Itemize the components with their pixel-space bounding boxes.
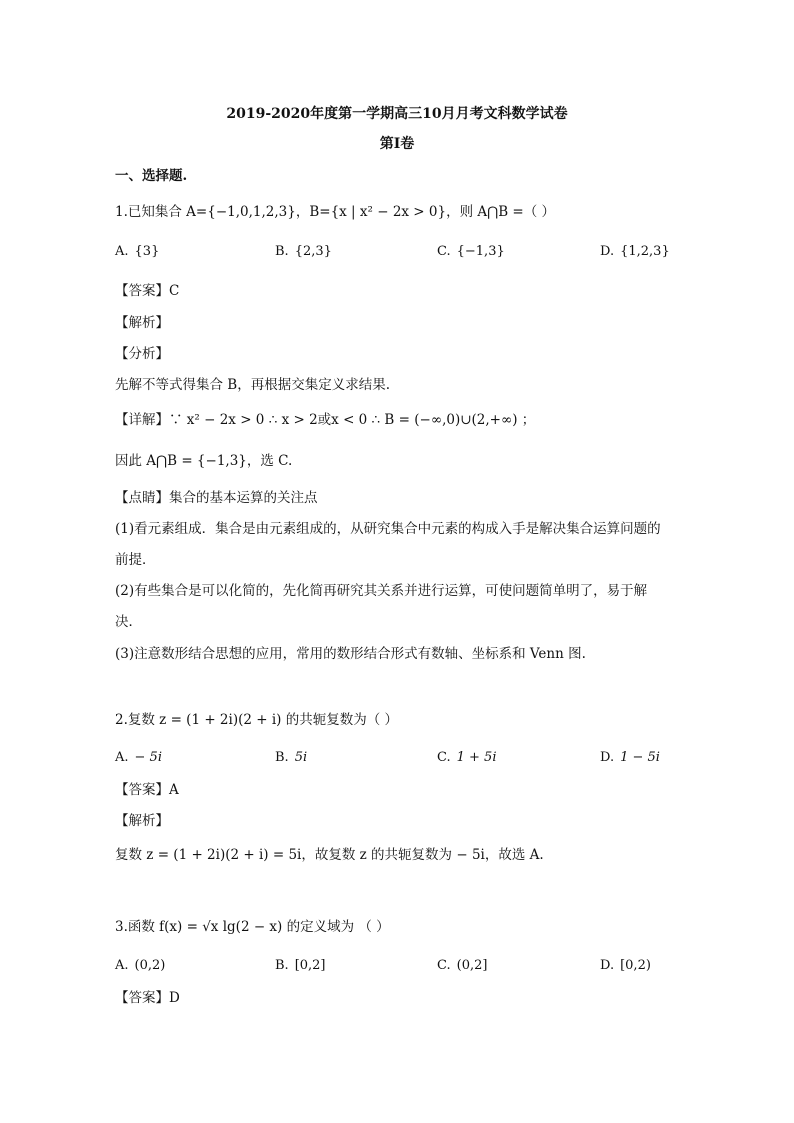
option-text: (0,2]: [456, 958, 488, 973]
q1-fenxi-tag: 【分析】: [115, 346, 169, 362]
q2-analysis-tag: 【解析】: [115, 813, 169, 829]
q2-option-c: [437, 750, 496, 765]
option-text: {3}: [134, 244, 160, 259]
volume-title: 第Ⅰ卷: [379, 136, 415, 152]
option-text: (0,2): [134, 958, 166, 973]
q1-fenxi-text: 先解不等式得集合 B，再根据交集定义求结果.: [115, 377, 391, 393]
option-label: D.: [600, 244, 615, 259]
option-text: 1 − 5i: [620, 750, 660, 765]
section-heading: 一、选择题.: [115, 168, 188, 184]
q2-analysis-text: 复数 z = (1 + 2i)(2 + i) = 5i，故复数 z 的共轭复数为 − 5i，故选 A.: [115, 847, 544, 863]
option-label: C.: [437, 958, 451, 973]
option-text: {−1,3}: [456, 244, 505, 259]
q1-note-tag: 【点睛】集合的基本运算的关注点: [115, 490, 318, 506]
option-label: D.: [600, 750, 615, 765]
option-label: B.: [275, 750, 289, 765]
option-label: D.: [600, 958, 615, 973]
q1-note-1a: (1)看元素组成．集合是由元素组成的，从研究集合中元素的构成入手是解决集合运算问题的: [115, 521, 661, 537]
q2-answer: 【答案】A: [115, 782, 179, 798]
q1-option-d: [600, 244, 670, 259]
option-label: B.: [275, 958, 289, 973]
exam-title: 2019-2020年度第一学期高三10月月考文科数学试卷: [226, 106, 568, 122]
q1-note-2b: 决．: [115, 614, 142, 630]
q1-answer: 【答案】C: [115, 283, 180, 299]
option-label: B.: [275, 244, 289, 259]
option-text: 1 + 5i: [456, 750, 497, 765]
question-1-stem: 1.已知集合 A={−1,0,1,2,3}，B={x | x² − 2x > 0}，则 A⋂B =（ ）: [115, 204, 556, 220]
q1-analysis-tag: 【解析】: [115, 315, 169, 331]
q2-option-b: [275, 750, 307, 765]
option-text: [0,2): [620, 958, 651, 973]
q2-option-d: [600, 750, 660, 765]
option-text: 5i: [294, 750, 308, 765]
q3-answer: 【答案】D: [115, 990, 180, 1006]
q3-option-c: [437, 958, 487, 973]
q3-option-d: [600, 958, 651, 973]
option-label: A.: [115, 750, 129, 765]
q1-note-2a: (2)有些集合是可以化简的，先化简再研究其关系并进行运算，可使问题简单明了，易于解: [115, 583, 648, 599]
q3-option-b: [275, 958, 326, 973]
q3-option-a: [115, 958, 165, 973]
q1-note-1b: 前提．: [115, 552, 156, 568]
option-label: C.: [437, 750, 451, 765]
question-3-stem: 3.函数 f(x) = √x lg(2 − x) 的定义域为 （ ）: [115, 919, 390, 935]
option-text: [0,2]: [294, 958, 326, 973]
q1-conclusion: 因此 A⋂B = {−1,3}，选 C.: [115, 453, 293, 469]
option-label: A.: [115, 244, 129, 259]
q1-option-b: [275, 244, 332, 259]
q2-option-a: [115, 750, 162, 765]
option-text: − 5i: [134, 750, 162, 765]
option-label: C.: [437, 244, 451, 259]
option-text: {1,2,3}: [620, 244, 670, 259]
q1-note-3: (3)注意数形结合思想的应用，常用的数形结合形式有数轴、坐标系和 Venn 图.: [115, 646, 586, 662]
q1-detail: 【详解】∵ x² − 2x > 0 ∴ x > 2或x < 0 ∴ B = (−∞,0)∪(2,+∞) ；: [115, 412, 536, 428]
q1-option-c: [437, 244, 505, 259]
q1-option-a: [115, 244, 159, 259]
question-2-stem: 2.复数 z = (1 + 2i)(2 + i) 的共轭复数为（ ）: [115, 712, 399, 728]
option-label: A.: [115, 958, 129, 973]
option-text: {2,3}: [294, 244, 332, 259]
